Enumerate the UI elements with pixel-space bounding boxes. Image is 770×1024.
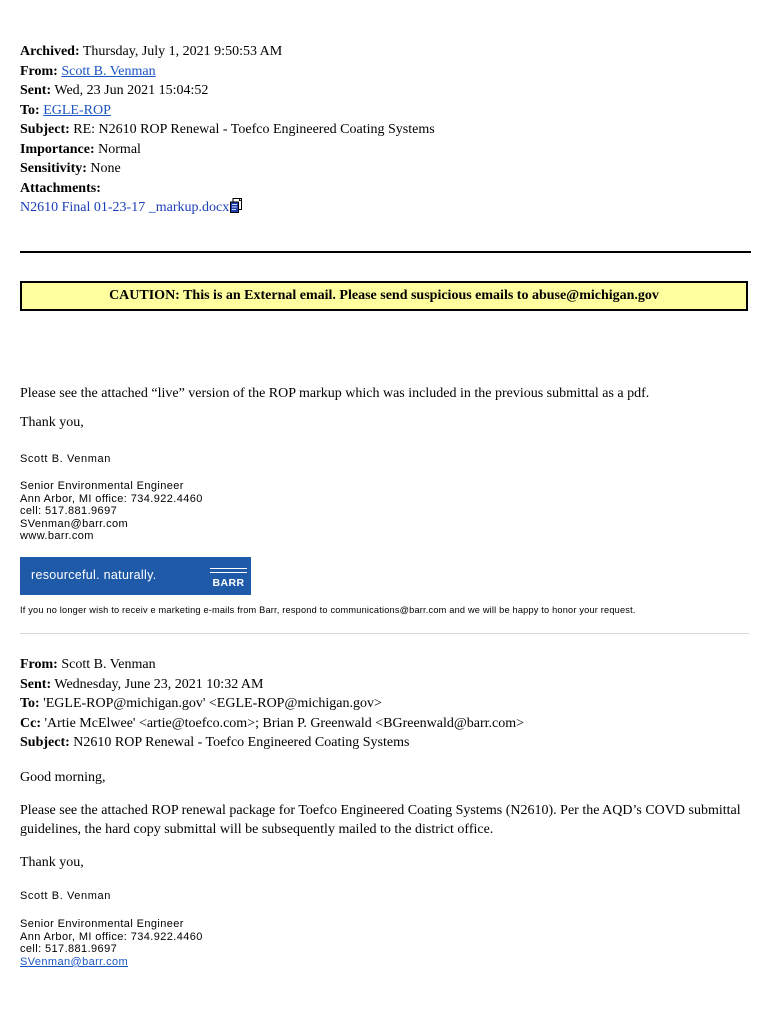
orig-cc-label: Cc: xyxy=(20,715,41,731)
orig-sent-row xyxy=(20,675,524,695)
sent-row xyxy=(20,81,435,101)
signature-office: Ann Arbor, MI office: 734.922.4460 xyxy=(20,492,203,505)
from-link[interactable]: Scott B. Venman xyxy=(61,63,156,79)
orig-greeting: Good morning, xyxy=(20,770,106,785)
orig-to-value: 'EGLE-ROP@michigan.gov' <EGLE-ROP@michigan.gov> xyxy=(43,696,382,711)
sensitivity-value: None xyxy=(90,161,121,176)
barr-logo xyxy=(210,568,247,592)
orig-from-row xyxy=(20,655,524,675)
from-label: From: xyxy=(20,63,58,79)
archived-label: Archived: xyxy=(20,44,80,59)
orig-subject-row xyxy=(20,733,524,753)
signature-name: Scott B. Venman xyxy=(20,453,111,465)
subject-label: Subject: xyxy=(20,122,70,137)
logo-text: BARR xyxy=(212,577,245,589)
original-body xyxy=(20,768,750,872)
subject-value: RE: N2610 ROP Renewal - Toefco Engineered Coating Systems xyxy=(73,122,435,137)
caution-text: CAUTION: This is an External email. Please send suspicious emails to abuse@michigan.gov xyxy=(109,288,659,303)
sensitivity-row xyxy=(20,159,435,179)
orig-signature-email-link[interactable]: SVenman@barr.com xyxy=(20,955,129,968)
signature-title: Senior Environmental Engineer xyxy=(20,480,184,492)
to-link[interactable]: EGLE-ROP xyxy=(43,102,111,118)
to-label: To: xyxy=(20,102,40,118)
to-row xyxy=(20,101,435,121)
archived-value: Thursday, July 1, 2021 9:50:53 AM xyxy=(82,44,283,59)
message-divider xyxy=(20,633,749,634)
orig-sent-label: Sent: xyxy=(20,676,52,692)
orig-signature-title: Senior Environmental Engineer xyxy=(20,918,184,930)
orig-subject-value: N2610 ROP Renewal - Toefco Engineered Coating Systems xyxy=(73,735,410,750)
orig-cc-value: 'Artie McElwee' <artie@toefco.com>; Brian P. Greenwald <BGreenwald@barr.com> xyxy=(44,715,525,731)
caution-banner xyxy=(20,281,748,311)
signature-cell: cell: 517.881.9697 xyxy=(20,505,118,518)
importance-value: Normal xyxy=(98,141,141,157)
signature-email: SVenman@barr.com xyxy=(20,517,129,530)
email-header xyxy=(20,42,435,218)
original-header xyxy=(20,655,524,753)
orig-subject-label: Subject: xyxy=(20,735,70,750)
from-row xyxy=(20,62,435,82)
sent-value: Wed, 23 Jun 2021 15:04:52 xyxy=(54,83,209,98)
attachments-label: Attachments: xyxy=(20,180,101,196)
sensitivity-label: Sensitivity: xyxy=(20,161,87,176)
attachment-link[interactable]: N2610 Final 01-23-17 _markup.docx xyxy=(20,200,230,215)
logo-line-top xyxy=(210,568,247,569)
archived-row xyxy=(20,42,435,62)
orig-signature-office: Ann Arbor, MI office: 734.922.4460 xyxy=(20,930,203,943)
orig-closing: Thank you, xyxy=(20,855,84,870)
orig-sent-value: Wednesday, June 23, 2021 10:32 AM xyxy=(54,676,264,692)
orig-signature-name: Scott B. Venman xyxy=(20,890,111,902)
signature-block xyxy=(20,480,203,543)
importance-row xyxy=(20,140,435,160)
attachments-row xyxy=(20,179,435,199)
subject-row xyxy=(20,120,435,140)
orig-cc-row xyxy=(20,714,524,734)
orig-paragraph: Please see the attached ROP renewal package for Toefco Engineered Coating Systems (N2610). Per the AQD’s COVD submittal guidelines, the hard copy submittal will be subsequently mailed to the district office. xyxy=(20,803,741,837)
orig-signature-cell: cell: 517.881.9697 xyxy=(20,943,118,956)
importance-label: Importance: xyxy=(20,141,95,157)
orig-signature-block xyxy=(20,918,203,968)
unsubscribe-notice: If you no longer wish to receiv e marketing e-mails from Barr, respond to communications@barr.com and we will be happy to honor your request. xyxy=(20,605,636,615)
orig-to-row xyxy=(20,694,524,714)
orig-from-value: Scott B. Venman xyxy=(61,657,156,672)
word-document-icon[interactable] xyxy=(230,198,242,213)
logo-line-second xyxy=(210,572,247,573)
reply-closing: Thank you, xyxy=(20,415,84,430)
signature-web: www.barr.com xyxy=(20,530,94,543)
orig-to-label: To: xyxy=(20,696,40,711)
reply-body xyxy=(20,384,750,432)
sent-label: Sent: xyxy=(20,83,52,98)
reply-paragraph: Please see the attached “live” version of the ROP markup which was included in the previous submittal as a pdf. xyxy=(20,386,650,401)
attachment-item[interactable] xyxy=(20,198,435,218)
banner-tagline: resourceful. naturally. xyxy=(31,568,157,582)
header-divider xyxy=(20,251,751,253)
orig-from-label: From: xyxy=(20,657,58,672)
barr-banner[interactable] xyxy=(20,557,251,595)
